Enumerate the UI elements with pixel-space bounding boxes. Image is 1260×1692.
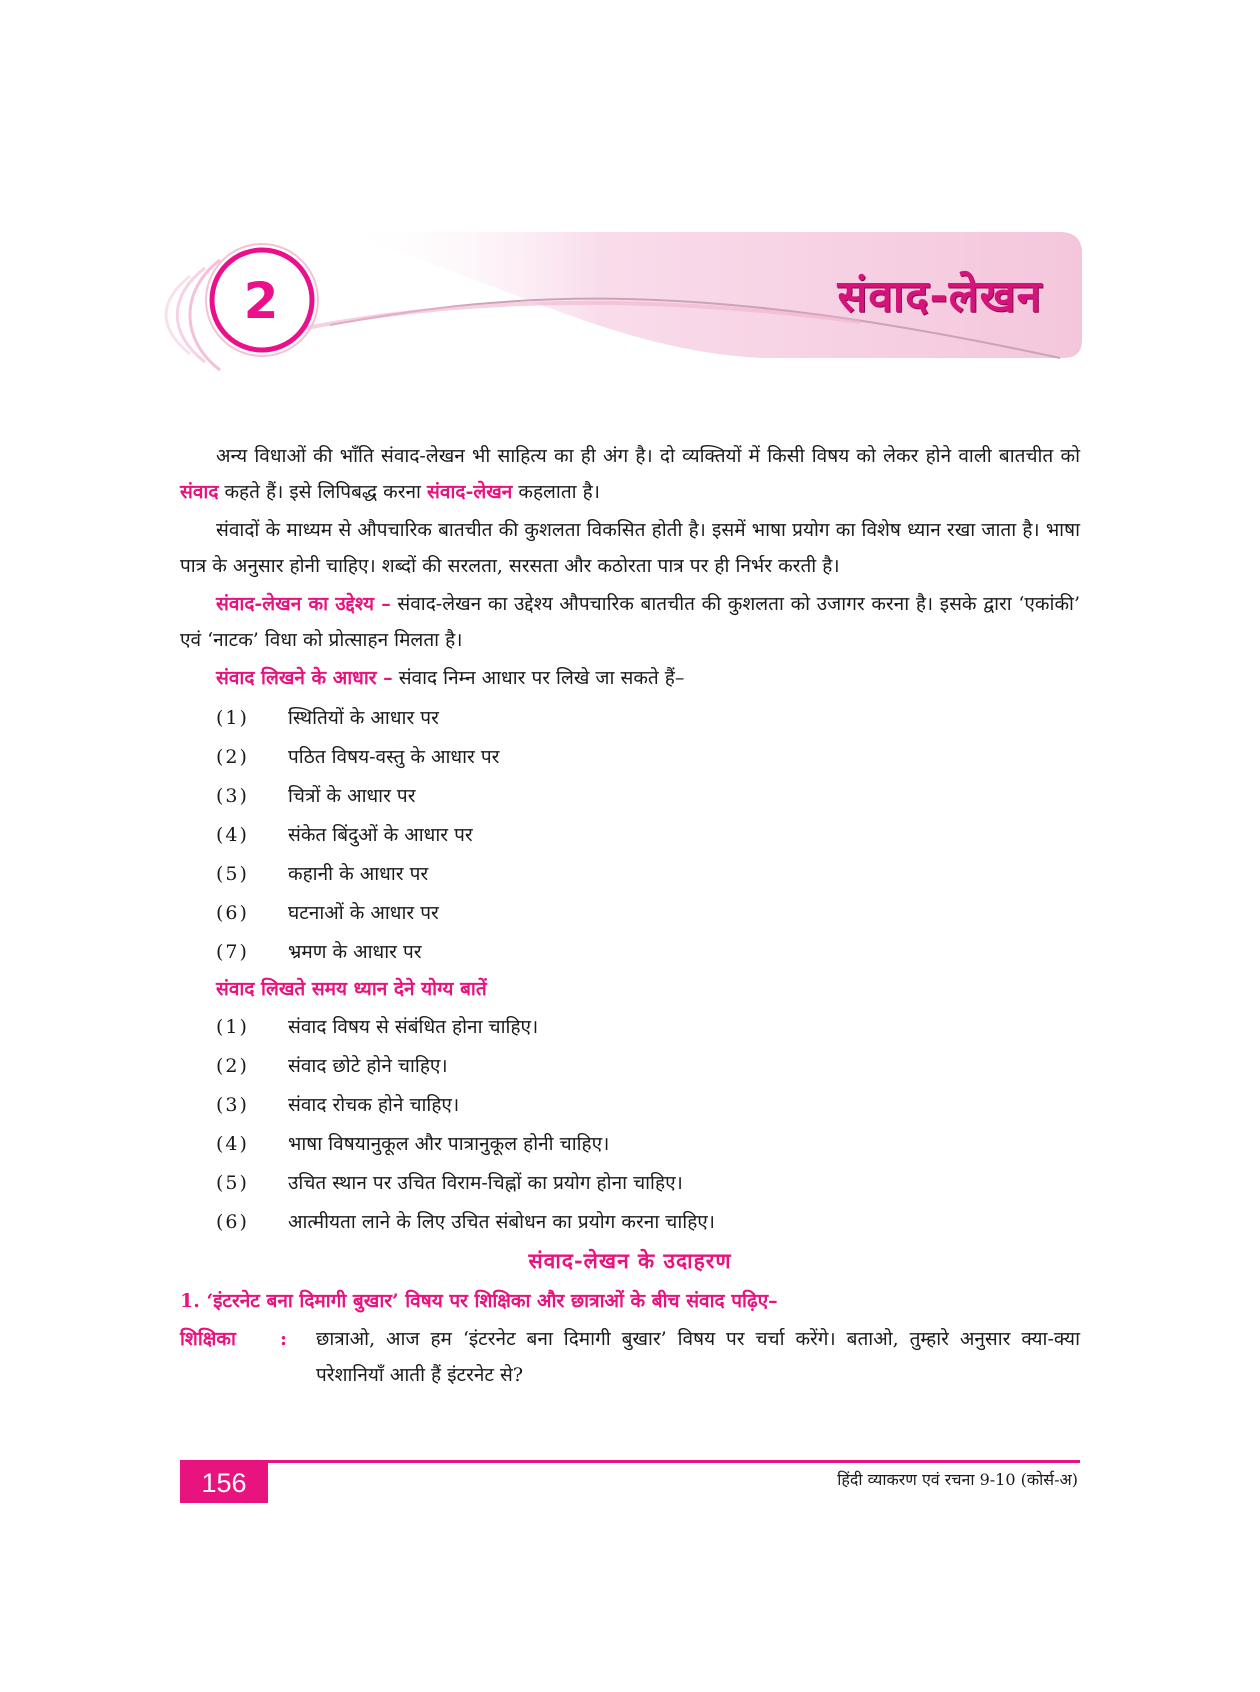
- page-content: [180, 438, 1080, 1393]
- footer-divider: [180, 1460, 1080, 1463]
- list-item: (5) उचित स्थान पर उचित विराम-चिह्नों का प्रयोग होना चाहिए।: [216, 1171, 683, 1194]
- list-item: (2) पठित विषय-वस्तु के आधार पर: [216, 745, 500, 768]
- chapter-banner: [0, 230, 1260, 410]
- dialogue-line: [180, 1321, 1080, 1393]
- list-item: (1) संवाद विषय से संबंधित होना चाहिए।: [216, 1015, 539, 1038]
- list-item: (3) चित्रों के आधार पर: [216, 784, 416, 807]
- bases-paragraph: [180, 660, 1080, 696]
- book-title: हिंदी व्याकरण एवं रचना 9-10 (कोर्स-अ): [837, 1470, 1078, 1489]
- banner-swoosh: [0, 230, 1260, 410]
- dialogue-text: छात्राओ, आज हम ‘इंटरनेट बना दिमागी बुखार’ विषय पर चर्चा करेंगे। बताओ, तुम्हारे अनुसार क्या-क्या परेशानियाँ आती हैं इंटरनेट से?: [316, 1328, 1080, 1386]
- chapter-number: 2: [243, 272, 279, 330]
- bases-text: संवाद निम्न आधार पर लिखे जा सकते हैं–: [398, 667, 685, 689]
- intro-paragraph: [180, 438, 1080, 510]
- bases-list: [180, 698, 1080, 971]
- list-item: (3) संवाद रोचक होने चाहिए।: [216, 1093, 460, 1116]
- intro-term-samvad-lekhan: संवाद-लेखन: [427, 481, 513, 503]
- list-item: (7) भ्रमण के आधार पर: [216, 940, 422, 963]
- chapter-title: संवाद-लेखन: [837, 271, 1042, 322]
- paragraph-2: संवादों के माध्यम से औपचारिक बातचीत की कुशलता विकसित होती है। इसमें भाषा प्रयोग का विशेष ध्यान रखा जाता है। भाषा पात्र के अनुसार होनी चाहिए। शब्दों की सरलता, सरसता और कठोरता पात्र पर ही निर्भर करती है।: [180, 519, 1080, 577]
- list-item: (4) संकेत बिंदुओं के आधार पर: [216, 823, 473, 846]
- purpose-text: संवाद-लेखन का उद्देश्य औपचारिक बातचीत की कुशलता को उजागर करना है। इसके द्वारा ‘एकांकी’ एवं ‘नाटक’ विधा को प्रोत्साहन मिलता है।: [180, 593, 1080, 651]
- tips-list: [180, 1007, 1080, 1241]
- list-item: (4) भाषा विषयानुकूल और पात्रानुकूल होनी चाहिए।: [216, 1132, 610, 1155]
- list-item: (5) कहानी के आधार पर: [216, 862, 429, 885]
- intro-text: अन्य विधाओं की भाँति संवाद-लेखन भी साहित्य का ही अंग है। दो व्यक्तियों में किसी विषय को लेकर होने वाली बातचीत को: [216, 445, 1080, 467]
- list-item: (1) स्थितियों के आधार पर: [216, 706, 439, 729]
- bases-label: संवाद लिखने के आधार –: [216, 667, 393, 689]
- intro-text-2: कहते हैं। इसे लिपिबद्ध करना: [224, 481, 421, 503]
- purpose-label: संवाद-लेखन का उद्देश्य –: [216, 593, 391, 615]
- dialogue-speaker: शिक्षिका: [180, 1328, 236, 1350]
- examples-heading: संवाद-लेखन के उदाहरण: [528, 1248, 732, 1273]
- list-item: (6) आत्मीयता लाने के लिए उचित संबोधन का प्रयोग करना चाहिए।: [216, 1210, 715, 1233]
- tips-heading: संवाद लिखते समय ध्यान देने योग्य बातें: [216, 978, 487, 1000]
- intro-term-samvad: संवाद: [180, 481, 219, 503]
- list-item: (2) संवाद छोटे होने चाहिए।: [216, 1054, 448, 1077]
- dialogue-colon: :: [280, 1328, 288, 1350]
- purpose-paragraph: [180, 586, 1080, 658]
- page-number: 156: [180, 1463, 268, 1503]
- list-item: (6) घटनाओं के आधार पर: [216, 901, 439, 924]
- example-question: 1. ‘इंटरनेट बना दिमागी बुखार’ विषय पर शिक्षिका और छात्राओं के बीच संवाद पढ़िए–: [180, 1290, 778, 1312]
- intro-text-3: कहलाता है।: [518, 481, 600, 503]
